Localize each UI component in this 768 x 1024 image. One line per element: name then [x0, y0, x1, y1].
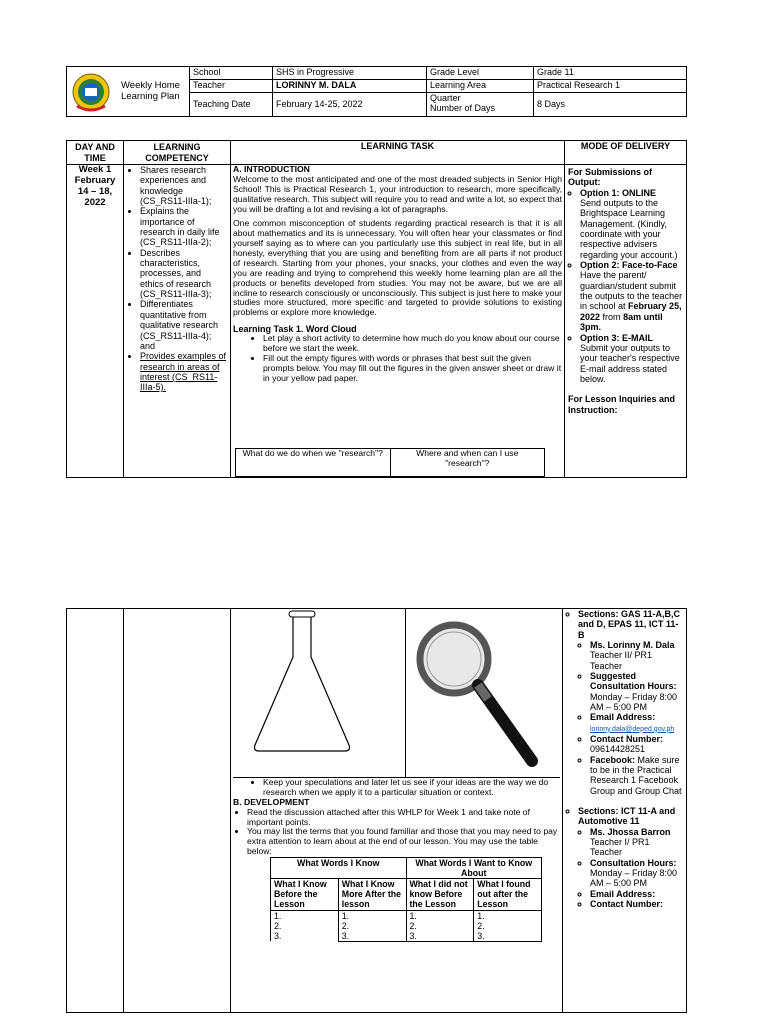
competency-item: • Explains the importance of research in daily life (CS_RS11-IIIa-2); — [140, 206, 227, 247]
development-item: • Read the discussion attached after this WHLP for Week 1 and take note of important points. — [247, 808, 560, 828]
competency-item: • Provides examples of research in areas of interest (CS_RS11-IIIa-5). — [140, 351, 227, 392]
teacher-1-email — [590, 712, 683, 733]
col-header-task: LEARNING TASK — [231, 141, 565, 165]
teacher-1-hours — [590, 671, 683, 712]
email-link[interactable]: lorinny.dala@deped.gov.ph — [590, 725, 675, 733]
value-date: February 14-25, 2022 — [273, 93, 427, 117]
cell-text: 2. — [477, 920, 485, 931]
teacher-2-role: Teacher I/ PR1 Teacher — [590, 836, 650, 858]
option-email-text: Submit your outputs to your teacher's respective E-mail address stated below. — [580, 342, 680, 384]
teacher-1-name: Ms. Lorinny M. Dala — [590, 640, 675, 651]
words-table — [270, 857, 542, 942]
label-teacher: Teacher — [190, 80, 273, 93]
words-group-known: What Words I Know — [271, 858, 407, 879]
cell-text: 1. — [477, 910, 485, 921]
plan-title: Weekly Home Learning Plan — [121, 79, 180, 102]
flask-figure — [233, 609, 406, 777]
day-cell — [67, 165, 124, 478]
teacher-1-details — [578, 640, 683, 796]
value-days: 8 Days — [534, 93, 687, 117]
hours-label: Consultation Hours: — [590, 857, 677, 868]
cell-text: 3. — [341, 930, 350, 941]
words-col-header: What I Know More After the lesson — [338, 879, 406, 910]
option-f2f-label: Option 2: Face-to-Face — [580, 260, 678, 271]
word-cloud-figures — [233, 609, 560, 777]
contact-value: 09614428251 — [590, 744, 646, 755]
word-cloud-prompt-1: What do we do when we "research"? — [236, 449, 391, 477]
contact-sections — [566, 609, 683, 909]
day-range: 14 – 18, — [77, 185, 113, 197]
learning-task-list — [233, 334, 562, 383]
value-teacher: LORINNY M. DALA — [273, 80, 427, 93]
words-group-want: What Words I Want to Know About — [406, 858, 542, 879]
table-cell — [406, 910, 474, 941]
facebook-label: Facebook: — [590, 754, 636, 765]
table-cell — [474, 910, 542, 941]
magnifier-icon — [406, 609, 556, 777]
option-online-label: Option 1: ONLINE — [580, 187, 656, 198]
email-label: Email Address: — [590, 712, 656, 723]
option-f2f-date: February 25, 2022 — [580, 301, 682, 322]
label-grade: Grade Level — [427, 67, 534, 80]
word-cloud-table — [235, 448, 545, 477]
teacher-2-details — [578, 827, 683, 910]
page2-table — [66, 608, 687, 1013]
day-year: 2022 — [84, 196, 106, 208]
teacher-2 — [590, 827, 683, 858]
option-f2f-time: 8am until 3pm. — [580, 311, 663, 333]
label-area: Learning Area — [427, 80, 534, 93]
page2-task-cell — [231, 609, 563, 1013]
label-quarter-text: Quarter — [430, 93, 461, 103]
label-quarter — [427, 93, 534, 117]
option-online-text: Send outputs to the Brightspace Learning Management. (Kindly, coordinate with your respective advisers regarding your account.) — [580, 198, 678, 260]
option-email-label: Option 3: E-MAIL — [580, 332, 653, 343]
page2-mode-cell — [563, 609, 687, 1013]
cell-text: 3. — [274, 930, 282, 941]
value-grade: Grade 11 — [534, 67, 687, 80]
inquiry-heading: For Lesson Inquiries and Instruction: — [568, 394, 676, 415]
cell-text: 3. — [409, 930, 417, 941]
competency-item: • Describes characteristics, processes, and ethics of research (CS_RS11-IIIa-3); — [140, 248, 227, 300]
cell-text: 2. — [274, 920, 282, 931]
table-row — [271, 910, 542, 941]
col-header-competency: LEARNING COMPETENCY — [124, 141, 231, 165]
page2-day-cell — [67, 609, 124, 1013]
teacher-2-name: Ms. Jhossa Barron — [590, 826, 671, 837]
intro-heading: A. INTRODUCTION — [233, 164, 310, 174]
day-week: Week 1 — [78, 164, 112, 175]
mode-cell — [565, 165, 687, 478]
sections-2: Sections: ICT 11-A and Automotive 11 — [578, 805, 676, 827]
cell-text: 3. — [477, 930, 485, 941]
cell-text: 1. — [409, 910, 417, 921]
submission-heading: For Submissions of Output: — [568, 167, 653, 188]
main-table — [66, 140, 687, 478]
label-days: Number of Days — [430, 103, 496, 114]
competency-list — [126, 165, 227, 393]
option-f2f-from: from — [602, 311, 621, 322]
cell-text: 2. — [341, 920, 350, 931]
teacher-2-hours — [590, 858, 683, 889]
cell-text: 1. — [274, 910, 282, 921]
competency-item: • Shares research experiences and knowledge (CS_RS11-IIIa-1); — [140, 165, 227, 206]
option-online — [580, 188, 683, 260]
hours-label: Suggested Consultation Hours: — [590, 671, 677, 692]
contact-label: Contact Number: — [590, 733, 664, 744]
word-cloud-prompt-2: Where and when can I use "research"? — [390, 449, 545, 477]
page2-competency-cell — [124, 609, 231, 1013]
option-email — [580, 333, 683, 385]
development-heading: B. DEVELOPMENT — [233, 796, 310, 807]
words-col-header: What I found out after the Lesson — [474, 879, 542, 910]
teacher-1-role: Teacher II/ PR1 Teacher — [590, 650, 653, 671]
email-label: Email Address: — [590, 888, 656, 899]
cell-text: 2. — [409, 920, 417, 931]
table-cell — [338, 910, 406, 941]
col-header-mode: MODE OF DELIVERY — [565, 141, 687, 165]
cell-text: 1. — [341, 910, 350, 921]
words-col-header: What I Know Before the Lesson — [271, 879, 339, 910]
competency-cell — [124, 165, 231, 478]
day-month: February — [74, 174, 116, 186]
option-list — [568, 188, 683, 385]
teacher-2-contact — [590, 899, 683, 909]
section-group-1 — [578, 609, 683, 796]
words-col-header: What I did not know Before the Lesson — [406, 879, 474, 910]
option-face-to-face — [580, 260, 683, 332]
header-logo-cell — [67, 67, 190, 117]
contact-label: Contact Number: — [590, 898, 664, 909]
development-list — [233, 808, 560, 857]
learning-task-heading: Learning Task 1. Word Cloud — [233, 324, 357, 335]
teacher-1-contact — [590, 734, 683, 755]
hours-value: Monday – Friday 8:00 AM – 5:00 PM — [590, 691, 678, 713]
speculation-list — [233, 778, 560, 798]
development-item: • You may list the terms that you found familiar and those that you may need to pay extra attention to learn about at the end of our lesson. You may use the table below: — [247, 827, 560, 857]
facebook-text: Make sure to be in the Practical Research 1 Facebook Group and Group Chat — [590, 754, 682, 796]
teacher-2-email — [590, 889, 683, 899]
value-area: Practical Research 1 — [534, 80, 687, 93]
table-cell — [271, 910, 339, 941]
task-cell — [231, 165, 565, 478]
label-school: School — [190, 67, 273, 80]
section-group-2 — [578, 806, 683, 909]
competency-item: • Differentiates quantitative from qualitative research (CS_RS11-IIIa-4); and — [140, 299, 227, 351]
teacher-1 — [590, 640, 683, 671]
flask-icon — [233, 609, 403, 777]
learning-task-item: • Let play a short activity to determine how much do you know about our course before we start the week. — [263, 334, 562, 354]
hours-value: Monday – Friday 8:00 AM – 5:00 PM — [590, 867, 678, 889]
learning-task-item: • Fill out the empty figures with words or phrases that best suit the given prompts below. You may fill out the figures in the given answer sheet or draw it in your yellow pad paper. — [263, 354, 562, 384]
value-school: SHS in Progressive — [273, 67, 427, 80]
label-date: Teaching Date — [190, 93, 273, 117]
magnifier-figure — [406, 609, 560, 777]
school-logo — [69, 72, 113, 112]
teacher-1-facebook — [590, 755, 683, 796]
intro-paragraph-2: One common misconception of students regarding practical research is that it is all about mathematics and its is unnecessary. You will often hear your classmates or find yourself saying as to where can you particularly use this subject in real life, but in all honesty, everything that you are using and benefiting from are all parts if not product of research. Starting from your phones, your snacks, your clothes and even the way you are reading and trying to comprehend this weekly home learning plan are all the products or benefits developed from studies. You may not be aware, but we are all incline to research consciously or unconsciously. This subject is just here to make your studies more structured, more specific and targeted to provide solutions to existing problems or explore more knowledge. — [233, 218, 562, 318]
sections-1: Sections: GAS 11-A,B,C and D, EPAS 11, ICT 11-B — [578, 609, 681, 640]
option-f2f-text: Have the parent/ guardian/student submit the outputs to the teacher in school at — [580, 270, 683, 312]
header-table — [66, 66, 687, 117]
col-header-day: DAY AND TIME — [67, 141, 124, 165]
speculation-item: • Keep your speculations and later let us see if your ideas are the way we do research when we apply it to a particular situation or context. — [263, 778, 560, 798]
intro-paragraph-1: Welcome to the most anticipated and one of the most dreaded subjects in Senior High School! This is Practical Research 1, your introduction to research, more specifically, qualitative research. This subject will require you to read and write a lot, so expect that you will be drafting a lot and revising a lot of paragraphs. — [233, 173, 562, 214]
